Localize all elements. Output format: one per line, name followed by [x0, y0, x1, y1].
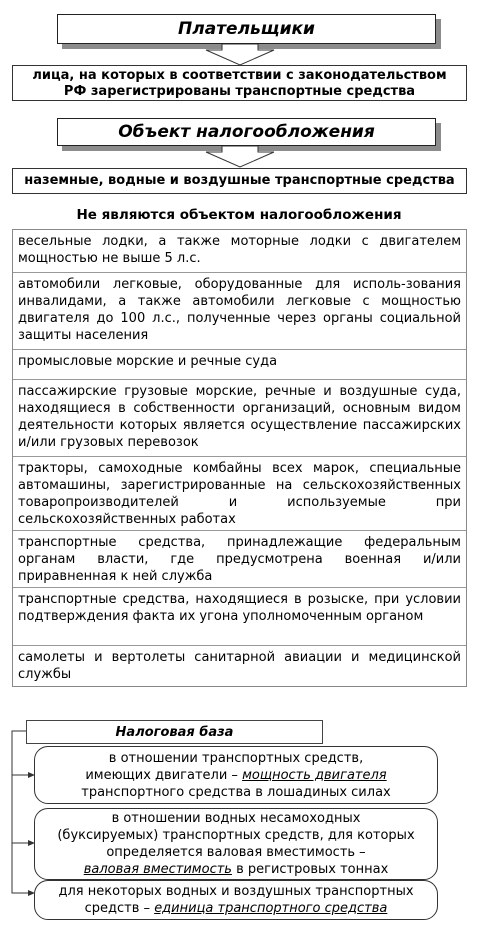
- exclusion-item: транспортные средства, принадлежащие федеральным органам власти, где предусмотрена военная и/или приравненная к ней служба: [13, 530, 466, 587]
- object-description: наземные, водные и воздушные транспортные средства: [12, 168, 467, 194]
- exclusion-item: автомобили легковые, оборудованные для исполь-зования инвалидами, а также автомобили легковые с мощностью двигателя до 100 л.с., полученные через органы социальной защиты населения: [13, 272, 466, 349]
- tax-base-text: для некоторых водных и воздушных транспортных: [58, 884, 414, 899]
- tax-base-text: (буксируемых) транспортных средств, для которых: [57, 828, 415, 843]
- tax-base-item: [34, 808, 438, 880]
- object-header: Объект налогообложения: [57, 118, 436, 146]
- tax-base-text: средств –: [84, 901, 155, 916]
- exclusions-list: [12, 229, 467, 687]
- payers-header: Плательщики: [57, 14, 436, 44]
- arrow-down-icon: [200, 146, 280, 168]
- tax-base-emphasis: мощность двигателя: [242, 767, 387, 783]
- tax-base-text: транспортного средства в лошадиных силах: [81, 784, 391, 800]
- arrow-down-icon: [200, 44, 280, 66]
- tax-base-text: в отношении транспортных средств,: [108, 750, 364, 766]
- exclusions-title: Не являются объектом налогообложения: [76, 207, 402, 223]
- tax-base-item: [34, 880, 438, 920]
- tax-base-text: определяется валовая вместимость –: [106, 845, 366, 860]
- payers-description: лица, на которых в соответствии с законодательством РФ зарегистрированы транспортные средства: [12, 65, 467, 101]
- exclusion-item: весельные лодки, а также моторные лодки с двигателем мощностью не выше 5 л.с.: [18, 234, 461, 266]
- exclusion-item: транспортные средства, находящиеся в розыске, при условии подтверждения факта их угона уполномоченным органом: [13, 587, 466, 645]
- tax-base-emphasis: единица транспортного средства: [154, 901, 388, 916]
- exclusion-item: тракторы, самоходные комбайны всех марок, специальные автомашины, зарегистрированные на сельскохозяйственных товаропроизводителей и используемые при сельскохозяйственных работах: [13, 456, 466, 530]
- tax-base-text: имеющих двигатели –: [85, 767, 243, 783]
- tax-base-text: в регистровых тоннах: [231, 862, 389, 877]
- tax-base-emphasis: валовая вместимость: [83, 862, 232, 877]
- tax-base-item: [34, 746, 438, 804]
- tax-base-header: Налоговая база: [26, 720, 323, 744]
- tax-base-text: в отношении водных несамоходных: [111, 811, 361, 826]
- exclusion-item: промысловые морские и речные суда: [13, 349, 466, 379]
- exclusion-item: самолеты и вертолеты санитарной авиации и медицинской службы: [13, 645, 466, 686]
- exclusion-item: пассажирские грузовые морские, речные и воздушные суда, находящиеся в собственности организаций, основным видом деятельности которых является осуществление пассажирских и/или грузовых перевозок: [13, 379, 466, 456]
